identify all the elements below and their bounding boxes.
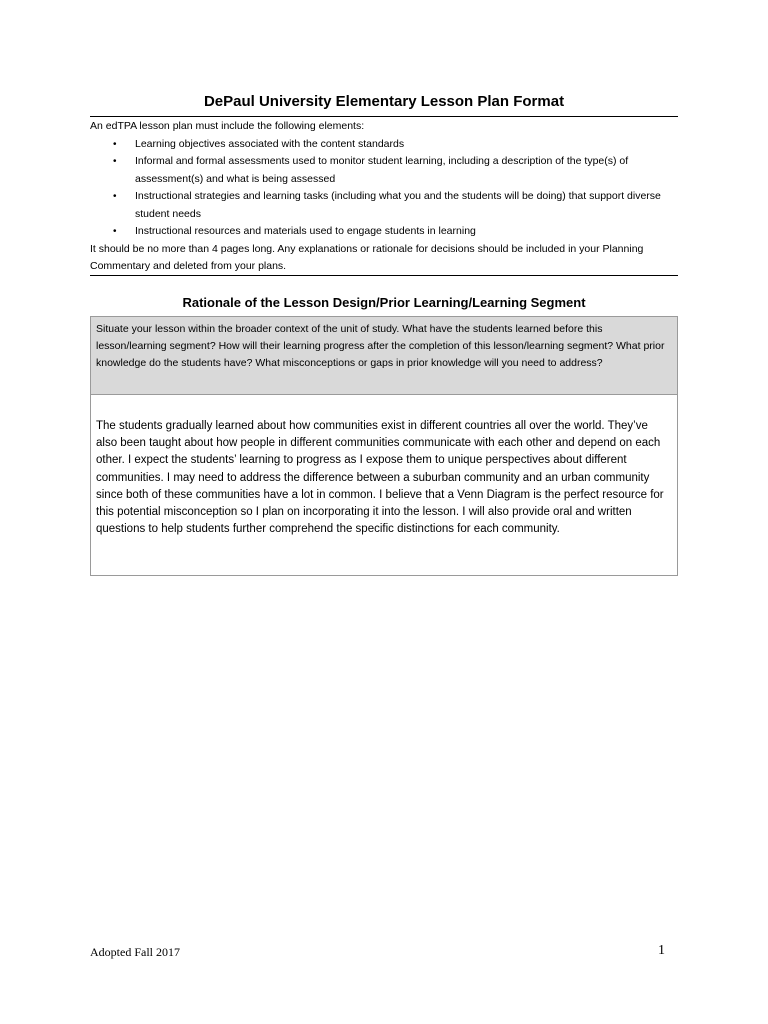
list-item-text: Learning objectives associated with the content standards	[135, 137, 405, 150]
document-title: DePaul University Elementary Lesson Plan Format	[203, 93, 565, 110]
section-title: Rationale of the Lesson Design/Prior Learning/Learning Segment	[182, 295, 586, 310]
list-item	[113, 188, 678, 223]
rationale-table	[90, 316, 678, 576]
list-item-text: Informal and formal assessments used to monitor student learning, including a description of the type(s) of assessment(s) and what is being assessed	[135, 155, 629, 185]
bullet-icon: •	[113, 191, 117, 202]
elements-list	[90, 136, 678, 241]
bottom-divider	[90, 275, 678, 276]
footer-adopted: Adopted Fall 2017	[90, 945, 180, 959]
list-item-text: Instructional strategies and learning tasks (including what you and the students will be doing) that support diverse student needs	[135, 190, 661, 220]
length-note: It should be no more than 4 pages long. Any explanations or rationale for decisions should be included in your Planning Commentary and deleted from your plans.	[90, 242, 644, 272]
bullet-icon: •	[113, 138, 117, 150]
bullet-icon: •	[113, 226, 117, 237]
list-item	[113, 136, 678, 154]
page-number: 1	[658, 943, 665, 958]
list-item-text: Instructional resources and materials used to engage students in learning	[135, 225, 476, 237]
rationale-prompt: Situate your lesson within the broader context of the unit of study. What have the students learned before this lesson/learning segment? How will their learning progress after the completion of this lesson/learning segment? What prior knowledge do the students have? What misconceptions or gaps in prior knowledge will you need to address?	[91, 317, 677, 395]
intro-block	[90, 118, 678, 276]
top-divider	[90, 116, 678, 117]
rationale-response: The students gradually learned about how communities exist in different countries all over the world. They’ve also been taught about how people in different communities communicate with each other and depend on each other. I expect the students’ learning to progress as I expose them to unique perspectives about different communities. I may need to address the difference between a suburban community and an urban community since both of these communities have a lot in common. I believe that a Venn Diagram is the perfect resource for this potential misconception so I plan on incorporating it into the lesson. I will also provide oral and written questions to help students further comprehend the specific distinctions for each community.	[91, 395, 677, 575]
list-item	[113, 153, 678, 188]
intro-text: An edTPA lesson plan must include the following elements:	[90, 120, 365, 132]
list-item	[113, 223, 678, 241]
bullet-icon: •	[113, 156, 117, 167]
